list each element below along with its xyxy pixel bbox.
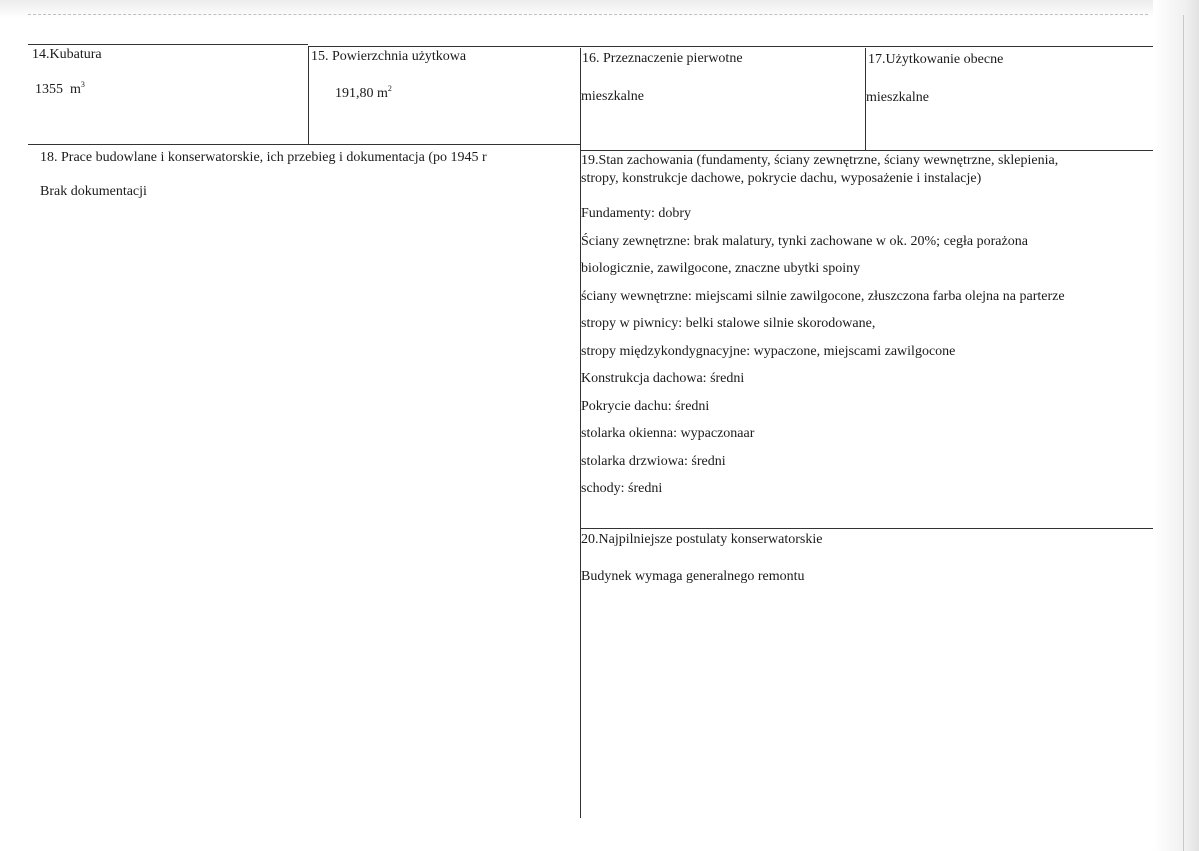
powierzchnia-label: 15. Powierzchnia użytkowa — [311, 49, 467, 64]
rule-row-20 — [580, 528, 1153, 529]
stan-label-line1: 19.Stan zachowania (fundamenty, ściany zewnętrzne, ściany wewnętrzne, sklepienia, — [581, 153, 1059, 168]
postulaty-label: 20.Najpilniejsze postulaty konserwatorskie — [581, 532, 823, 547]
stan-item: Fundamenty: dobry — [581, 206, 692, 221]
uzytkowanie-label: 17.Użytkowanie obecne — [868, 52, 1004, 67]
stan-item: stolarka drzwiowa: średni — [581, 453, 726, 469]
uzytkowanie-value: mieszkalne — [866, 90, 929, 105]
prace-value: Brak dokumentacji — [40, 184, 147, 199]
divider-14-15 — [308, 46, 309, 144]
powierzchnia-value: 191,80 $m^2$ — [335, 84, 392, 101]
stan-item: biologicznie, zawilgocone, znaczne ubytki spoiny — [581, 261, 861, 276]
rule-row-18 — [28, 144, 580, 145]
stan-item: ściany wewnętrzne: miejscami silnie zawilgocone, złuszczona farba olejna na parterze — [581, 288, 1065, 304]
stan-item: schody: średni — [581, 481, 663, 496]
stan-item: stropy w piwnicy: belki stalowe silnie skorodowane, — [581, 316, 876, 331]
przeznaczenie-value: mieszkalne — [581, 89, 644, 104]
stan-item: Ściany zewnętrzne: brak malatury, tynki zachowane w ok. 20%; cegła porażona — [581, 233, 1028, 249]
prace-label: 18. Prace budowlane i konserwatorskie, ich przebieg i dokumentacja (po 1945 r — [40, 150, 487, 165]
stan-item: stropy międzykondygnacyjne: wypaczone, miejscami zawilgocone — [581, 343, 956, 359]
scan-artifact-dash — [28, 14, 1148, 15]
stan-item: stolarka okienna: wypaczonaar — [581, 426, 755, 441]
przeznaczenie-label: 16. Przeznaczenie pierwotne — [582, 51, 743, 66]
scan-edge-right — [1153, 0, 1199, 851]
rule-row-19 — [580, 150, 1153, 151]
stan-item: Pokrycie dachu: średni — [581, 398, 710, 414]
top-rule-cell-14 — [28, 44, 308, 45]
stan-item: Konstrukcja dachowa: średni — [581, 371, 745, 386]
top-rule-cells-15-17 — [308, 46, 1153, 47]
scan-artifact-line — [1183, 15, 1184, 851]
stan-items-list — [581, 205, 1065, 508]
scan-edge-top — [0, 0, 1199, 18]
kubatura-label: 14.Kubatura — [32, 47, 102, 62]
postulaty-value: Budynek wymaga generalnego remontu — [581, 569, 805, 584]
kubatura-value: 1355 $m^3$ — [35, 80, 85, 97]
stan-label-line2: stropy, konstrukcje dachowe, pokrycie dachu, wyposażenie i instalacje) — [581, 171, 982, 186]
